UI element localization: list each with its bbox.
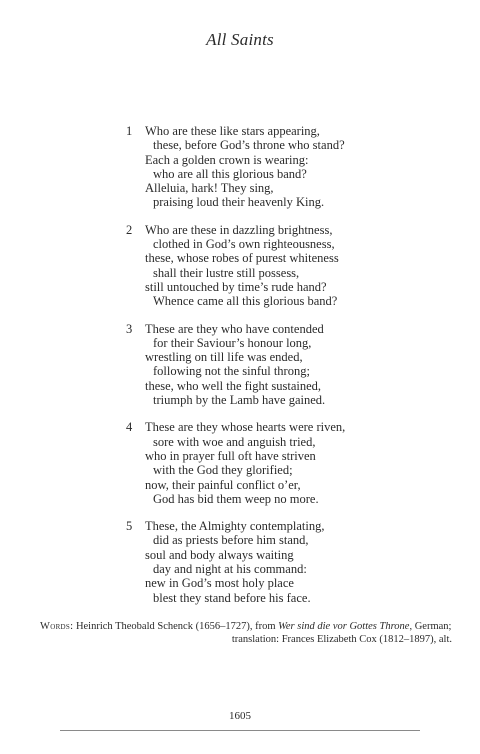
verse-line: blest they stand before his face. (153, 590, 311, 605)
credits (40, 620, 452, 646)
verse-lines (145, 322, 426, 408)
verse (126, 322, 426, 408)
verse-line: God has bid them weep no more. (153, 491, 319, 506)
verse (126, 420, 426, 506)
verse-line: now, their painful conflict o’er, (145, 477, 301, 492)
verse-line: for their Saviour’s honour long, (153, 335, 312, 350)
footer-rule (60, 730, 420, 731)
verse-line: new in God’s most holy place (145, 576, 294, 591)
verse-line: Who are these like stars appearing, (145, 124, 320, 138)
verse-line: These are they whose hearts were riven, (145, 420, 346, 435)
verse-line: Who are these in dazzling brightness, (145, 222, 333, 237)
credits-line-2: translation: Frances Elizabeth Cox (1812–1897), alt. (231, 634, 452, 645)
verse-line: These, the Almighty contemplating, (145, 519, 325, 534)
verse-line: with the God they glorified; (153, 463, 293, 478)
verse-line: Alleluia, hark! They sing, (145, 181, 274, 196)
hymn-title: All Saints (206, 30, 274, 49)
verse-line: triumph by the Lamb have gained. (153, 393, 326, 408)
verse-lines (145, 519, 426, 605)
verse-line: clothed in God’s own righteousness, (153, 237, 335, 252)
verse-number: 4 (126, 420, 133, 435)
verse-line: still untouched by time’s rude hand? (145, 279, 327, 294)
words-label: Words: (40, 621, 74, 632)
verse-line: who in prayer full oft have striven (145, 448, 316, 463)
verse (126, 519, 426, 605)
verse-line: day and night at his command: (153, 562, 307, 577)
verse-number: 3 (126, 321, 133, 336)
verse-line: following not the sinful throng; (153, 364, 310, 379)
verse (126, 223, 426, 309)
verse-line: shall their lustre still possess, (153, 265, 300, 280)
verse-line: praising loud their heavenly King. (153, 195, 325, 210)
page-number: 1605 (229, 710, 251, 722)
original-title: Wer sind die vor Gottes Throne (278, 621, 410, 632)
verse-line: wrestling on till life was ended, (145, 350, 303, 365)
verse-number: 2 (126, 222, 133, 237)
verse-lines (145, 420, 426, 506)
verses (126, 124, 426, 618)
verse-line: these, whose robes of purest whiteness (145, 251, 339, 266)
verse-number: 5 (126, 519, 133, 534)
language-text: , German; (409, 621, 452, 632)
verse-lines (145, 124, 426, 210)
verse-line: sore with woe and anguish tried, (153, 434, 316, 449)
verse-line: these, who well the fight sustained, (145, 378, 322, 393)
verse-line: Each a golden crown is wearing: (145, 152, 309, 167)
verse-number: 1 (126, 124, 133, 138)
verse-line: soul and body always waiting (145, 547, 294, 562)
verse-line: who are all this glorious band? (153, 166, 307, 181)
verse-line: These are they who have contended (145, 321, 324, 336)
verse-lines (145, 223, 426, 309)
verse-line: did as priests before him stand, (153, 533, 309, 548)
verse-line: these, before God’s throne who stand? (153, 138, 345, 153)
author-text: Heinrich Theobald Schenck (1656–1727), from (75, 621, 276, 632)
credits-line-1 (40, 620, 452, 633)
verse (126, 124, 426, 210)
verse-line: Whence came all this glorious band? (153, 294, 338, 309)
